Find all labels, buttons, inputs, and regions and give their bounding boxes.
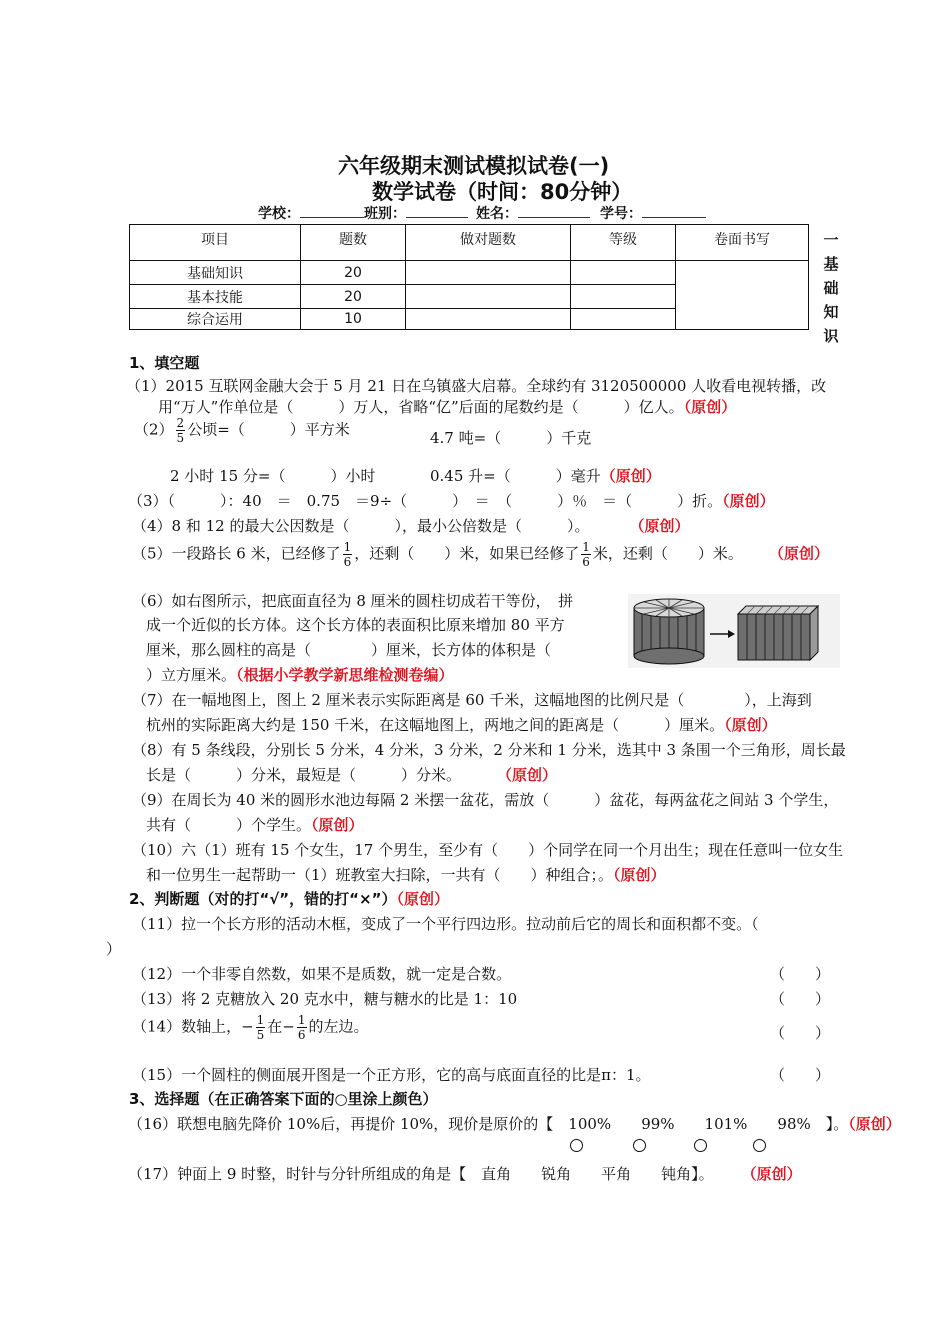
writing-cell[interactable] [676, 261, 809, 330]
q4-tag: （原创） [629, 517, 690, 535]
side-char: 基 [823, 255, 839, 273]
class-label: 班别： [364, 206, 406, 222]
q7-tag: （原创） [724, 716, 777, 734]
header-item: 项目 [130, 225, 301, 261]
q12-line: （12）一个非零自然数，如果不是质数，就一定是合数。 [132, 965, 512, 983]
q6-tag: （根据小学教学新思维检测卷编） [236, 666, 454, 684]
side-label [822, 228, 840, 348]
q3-tag: （原创） [722, 492, 775, 510]
q11-end: ） [106, 940, 122, 958]
q13-line: （13）将 2 克糖放入 20 克水中，糖与糖水的比是 1：10 [132, 990, 518, 1008]
q1-line2 [158, 396, 736, 417]
q6-line3: 厘米，那么圆柱的高是（ ）厘米，长方体的体积是（ [146, 641, 552, 659]
q8-line1: （8）有 5 条线段，分别长 5 分米，4 分米，3 分米，2 分米和 1 分米，选其中 3 条围一个三角形，周长最 [132, 741, 846, 759]
exam-title: 六年级期末测试模拟试卷(一) [338, 154, 610, 178]
row-correct-cell[interactable] [406, 261, 571, 285]
q14-fraction-2: $\frac{1}{6}$ [297, 1013, 306, 1042]
q1-text: 用“万人”作单位是（ ）万人，省略“亿”后面的尾数约是（ ）亿人。 [158, 398, 684, 416]
q6-text: ）立方厘米。 [146, 666, 237, 684]
table-row [130, 261, 809, 285]
q8-text: 长是（ ）分米，最短是（ ）分米。 [146, 766, 462, 784]
q17-text: （17）钟面上 9 时整，时针与分针所组成的角是【 直角 锐角 平角 钝角】。 [128, 1165, 714, 1183]
name-field[interactable] [518, 205, 590, 218]
q5-tag: （原创） [768, 544, 829, 563]
q6-line4 [146, 664, 454, 685]
q2-tag: （原创） [600, 467, 661, 485]
info-line [258, 203, 706, 223]
q7-line2 [146, 714, 777, 735]
score-table [129, 224, 809, 330]
exam-subtitle: 数学试卷（时间：80分钟） [372, 180, 633, 204]
q15-line: （15）一个圆柱的侧面展开图是一个正方形，它的高与底面直径的比是π：1。 [132, 1066, 651, 1084]
row-count: 20 [301, 285, 406, 309]
side-char: 识 [823, 327, 839, 345]
option-circle-101[interactable] [694, 1139, 707, 1152]
q1-tag: （原创） [683, 398, 737, 416]
row-item: 基本技能 [130, 285, 301, 309]
q9-line1: （9）在周长为 40 米的圆形水池边每隔 2 米摆一盆花，需放（ ）盆花，每两盆花之间站 3 个学生， [132, 791, 839, 809]
section2-title-line [129, 888, 449, 909]
q2-d: 0.45 升=（ ）毫升 [430, 467, 601, 485]
option-circle-98[interactable] [753, 1139, 766, 1152]
option-circle-99[interactable] [633, 1139, 646, 1152]
q5-fraction-1: $\frac{1}{6}$ [343, 540, 352, 569]
q5-fraction-2: $\frac{1}{6}$ [582, 540, 590, 569]
q10-tag: （原创） [613, 866, 666, 884]
q7-line1: （7）在一幅地图上，图上 2 厘米表示实际距离是 60 千米，这幅地图的比例尺是（ ），上海到 [132, 691, 812, 709]
q14-b: 在− [267, 1017, 295, 1036]
q8-line2 [146, 764, 557, 785]
school-label: 学校： [258, 206, 300, 222]
q2-prefix: （2） [134, 420, 174, 439]
q2-a: 公顷=（ ）平方米 [187, 420, 350, 439]
row-grade-cell[interactable] [571, 261, 676, 285]
q1-line1: （1）2015 互联网金融大会于 5 月 21 日在乌镇盛大启幕。全球约有 3120500000 人收看电视转播，改 [126, 377, 827, 395]
header-count: 题数 [301, 225, 406, 261]
q10-text: 和一位男生一起帮助一（1）班教室大扫除，一共有（ ）种组合；。 [146, 866, 614, 884]
q10-line2 [146, 864, 666, 885]
q5-c: 米，还剩（ ）米。 [592, 544, 743, 563]
row-count: 20 [301, 261, 406, 285]
q2-fraction: $\frac{2}{5}$ [176, 416, 185, 445]
q2-d-line [430, 465, 661, 486]
table-header-row [130, 225, 809, 261]
q16-options [570, 1138, 766, 1156]
q14-answer[interactable]: （ ） [770, 1024, 831, 1042]
side-char: 础 [823, 279, 839, 297]
class-field[interactable] [406, 205, 468, 218]
q14-fraction-1: $\frac{1}{5}$ [256, 1013, 265, 1042]
row-item: 基础知识 [130, 261, 301, 285]
header-writing: 卷面书写 [676, 225, 809, 261]
row-correct-cell[interactable] [406, 309, 571, 330]
q15-answer[interactable]: （ ） [770, 1066, 831, 1084]
section2-title: 2、判断题（对的打“√”，错的打“×”） [129, 890, 397, 908]
q13-answer[interactable]: （ ） [770, 990, 831, 1008]
section1-title: 1、填空题 [129, 354, 200, 372]
number-field[interactable] [642, 205, 706, 218]
side-char: 一 [823, 231, 839, 249]
name-label: 姓名： [476, 206, 518, 222]
q5-line [132, 540, 829, 569]
q16-text: （16）联想电脑先降价 10%后，再提价 10%，现价是原价的【 100% 99% 101% 98% 】。 [128, 1115, 849, 1133]
q6-line2: 成一个近似的长方体。这个长方体的表面积比原来增加 80 平方 [146, 616, 565, 634]
row-correct-cell[interactable] [406, 285, 571, 309]
q2-b: 4.7 吨=（ ）千克 [430, 429, 592, 447]
q4-line [132, 515, 690, 536]
q14-c: 的左边。 [308, 1017, 369, 1036]
header-correct: 做对题数 [406, 225, 571, 261]
q7-text: 杭州的实际距离大约是 150 千米，在这幅地图上，两地之间的距离是（ ）厘米。 [146, 716, 725, 734]
q16-line [128, 1113, 901, 1134]
q14-a: （14）数轴上，− [132, 1017, 254, 1036]
row-count: 10 [301, 309, 406, 330]
q9-tag: （原创） [311, 816, 364, 834]
q14-line [132, 1013, 369, 1042]
q5-b: ，还剩（ ）米，如果已经修了 [354, 544, 580, 563]
cylinder-cut-figure [628, 594, 840, 668]
q8-tag: （原创） [497, 766, 558, 784]
section2-tag: （原创） [396, 890, 449, 908]
q12-answer[interactable]: （ ） [770, 965, 831, 983]
q2-c: 2 小时 15 分=（ ）小时 [170, 467, 376, 485]
q6-line1: （6）如右图所示，把底面直径为 8 厘米的圆柱切成若干等份， 拼 [132, 592, 574, 610]
row-item: 综合运用 [130, 309, 301, 330]
q17-line [128, 1163, 802, 1184]
q17-tag: （原创） [741, 1165, 802, 1183]
row-grade-cell[interactable] [571, 309, 676, 330]
q16-tag: （原创） [848, 1115, 901, 1133]
side-char: 知 [823, 303, 839, 321]
section3-title: 3、选择题（在正确答案下面的○里涂上颜色） [129, 1090, 438, 1108]
q9-line2 [146, 814, 364, 835]
option-circle-100[interactable] [570, 1139, 583, 1152]
school-field[interactable] [300, 205, 364, 218]
header-grade: 等级 [571, 225, 676, 261]
row-grade-cell[interactable] [571, 285, 676, 309]
q4-text: （4）8 和 12 的最大公因数是（ ），最小公倍数是（ ）。 [132, 517, 590, 535]
q10-line1: （10）六（1）班有 15 个女生，17 个男生，至少有（ ）个同学在同一个月出生；现在任意叫一位女生 [132, 841, 844, 859]
number-label: 学号： [600, 206, 642, 222]
q2-line1 [134, 416, 350, 445]
q5-a: （5）一段路长 6 米，已经修了 [132, 544, 341, 563]
q11-line: （11）拉一个长方形的活动木框，变成了一个平行四边形。拉动前后它的周长和面积都不变。（ [132, 915, 759, 933]
q9-text: 共有（ ）个学生。 [146, 816, 312, 834]
q3-text: （3）（ ）：40 ＝ 0.75 ＝9÷（ ） ＝ （ ）％ ＝（ ）折。 [128, 492, 723, 510]
q3-line [128, 490, 775, 511]
